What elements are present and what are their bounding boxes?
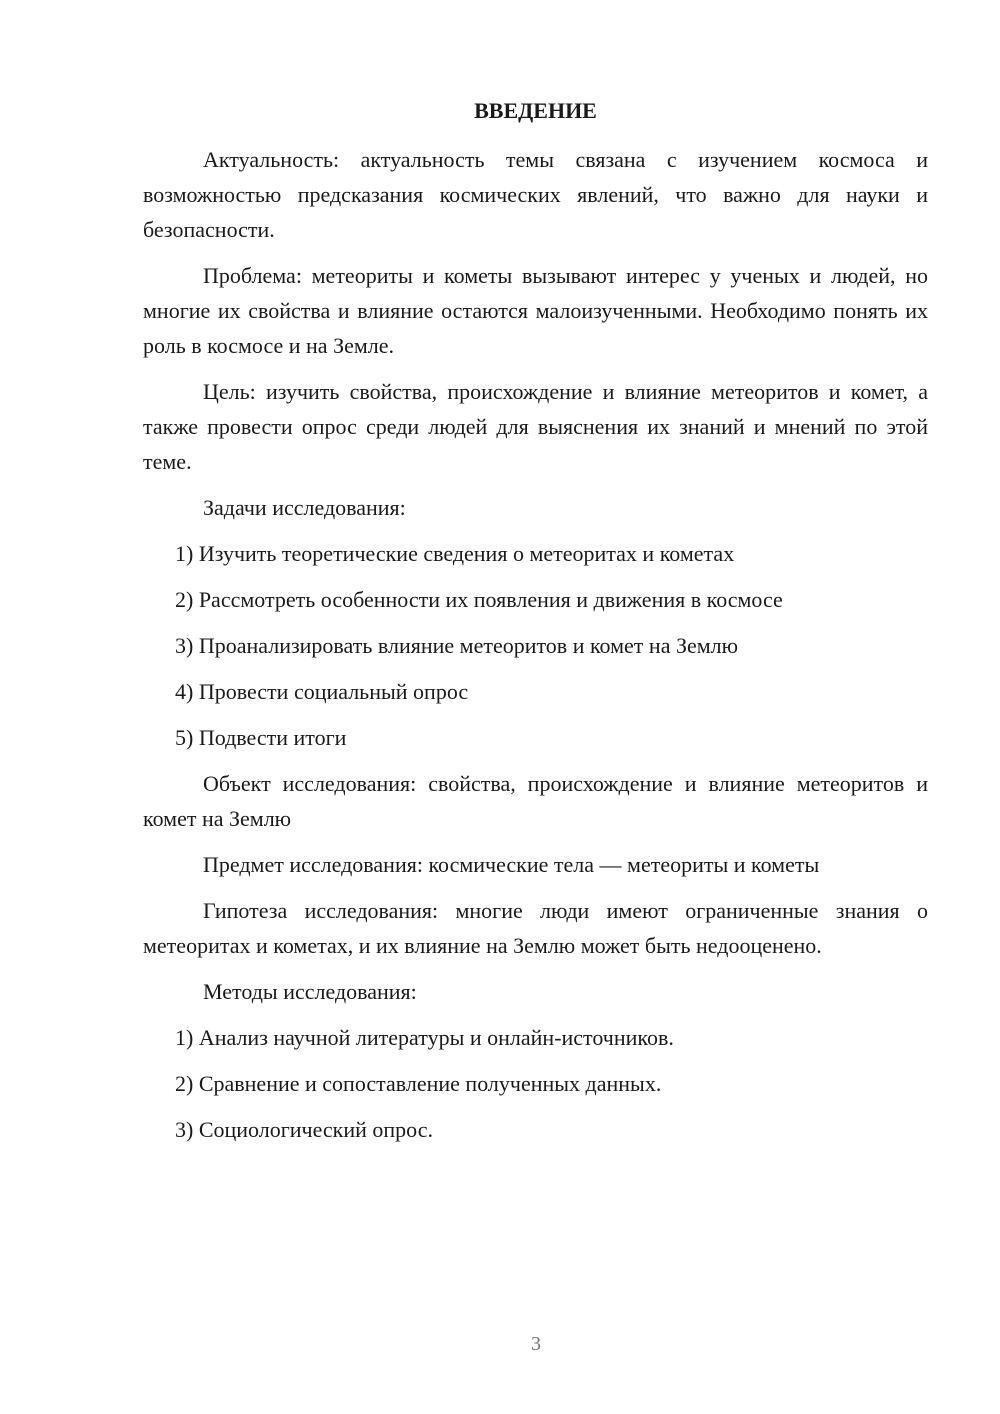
method-item-3: 3) Социологический опрос. xyxy=(175,1117,433,1142)
method-item-2: 2) Сравнение и сопоставление полученных данных. xyxy=(175,1071,662,1096)
document-page xyxy=(143,96,928,1158)
section-title: ВВЕДЕНИЕ xyxy=(474,98,597,123)
page-number: 3 xyxy=(531,1333,541,1355)
tasks-label: Задачи исследования: xyxy=(203,495,406,520)
task-item-2: 2) Рассмотреть особенности их появления и движения в космосе xyxy=(175,587,783,612)
task-item-3: 3) Проанализировать влияние метеоритов и комет на Землю xyxy=(175,633,739,658)
task-item-5: 5) Подвести итоги xyxy=(175,725,347,750)
goal-paragraph: Цель: изучить свойства, происхождение и влияние метеоритов и комет, а также провести опрос среди людей для выяснения их знаний и мнений по этой теме. xyxy=(143,379,928,474)
method-item-1: 1) Анализ научной литературы и онлайн-источников. xyxy=(175,1025,674,1050)
subject-paragraph: Предмет исследования: космические тела — метеориты и кометы xyxy=(203,852,820,877)
object-paragraph: Объект исследования: свойства, происхождение и влияние метеоритов и комет на Землю xyxy=(143,771,928,831)
relevance-paragraph: Актуальность: актуальность темы связана с изучением космоса и возможностью предсказания космических явлений, что важно для науки и безопасности. xyxy=(143,147,928,242)
methods-label: Методы исследования: xyxy=(203,979,417,1004)
task-item-4: 4) Провести социальный опрос xyxy=(175,679,469,704)
task-item-1: 1) Изучить теоретические сведения о метеоритах и кометах xyxy=(175,541,735,566)
hypothesis-paragraph: Гипотеза исследования: многие люди имеют ограниченные знания о метеоритах и кометах, и их влияние на Землю может быть недооценено. xyxy=(143,898,928,958)
problem-paragraph: Проблема: метеориты и кометы вызывают интерес у ученых и людей, но многие их свойства и влияние остаются малоизученными. Необходимо понять их роль в космосе и на Земле. xyxy=(143,263,928,358)
